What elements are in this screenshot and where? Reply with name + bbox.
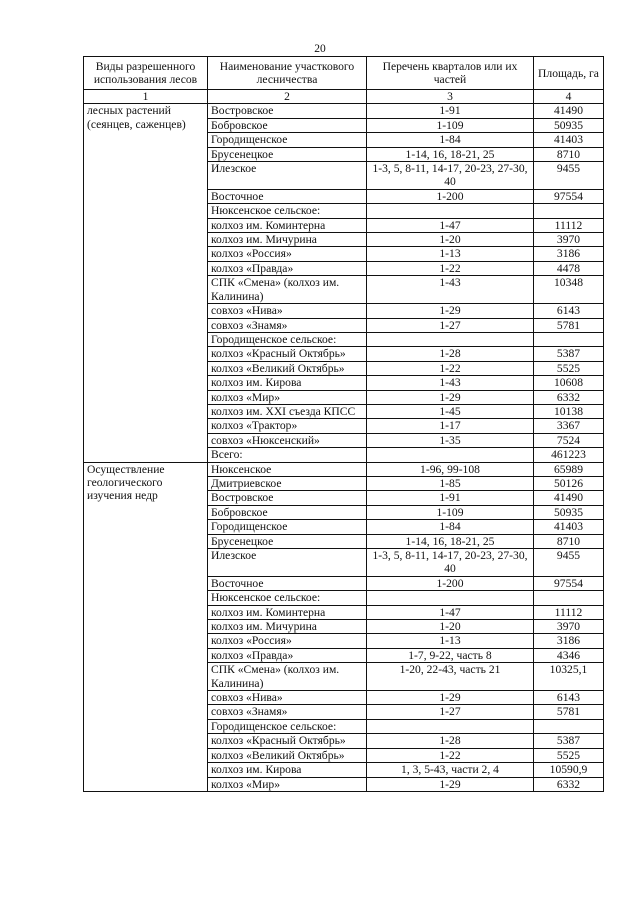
quarters-cell: 1-27 [367,318,534,332]
column-number: 2 [208,90,367,104]
column-number: 1 [84,90,208,104]
forestry-name-cell: колхоз «Правда» [208,648,367,662]
quarters-cell: 1-200 [367,576,534,590]
quarters-cell: 1-29 [367,304,534,318]
area-cell: 8710 [534,534,604,548]
quarters-cell [367,591,534,605]
quarters-cell: 1-84 [367,133,534,147]
column-number: 4 [534,90,604,104]
forestry-name-cell: колхоз «Красный Октябрь» [208,347,367,361]
quarters-cell: 1-43 [367,376,534,390]
area-cell: 4478 [534,261,604,275]
forestry-name-cell: Илезское [208,549,367,577]
area-cell: 10348 [534,276,604,304]
area-cell: 4346 [534,648,604,662]
area-cell: 41403 [534,133,604,147]
quarters-cell: 1-29 [367,390,534,404]
forestry-name-cell: колхоз им. Мичурина [208,233,367,247]
area-cell: 41403 [534,520,604,534]
quarters-cell: 1-20 [367,620,534,634]
area-cell: 50935 [534,118,604,132]
quarters-cell: 1-3, 5, 8-11, 14-17, 20-23, 27-30, 40 [367,162,534,190]
table-body [84,104,604,792]
forestry-name-cell: совхоз «Нюксенский» [208,433,367,447]
forestry-name-cell: Восточное [208,576,367,590]
area-cell: 50935 [534,505,604,519]
forest-use-table [83,56,604,792]
forestry-name-cell: Дмитриевское [208,476,367,490]
quarters-cell: 1, 3, 5-43, части 2, 4 [367,763,534,777]
forestry-name-cell: Брусенецкое [208,534,367,548]
quarters-cell: 1-47 [367,605,534,619]
area-cell: 6332 [534,390,604,404]
use-type-cell: Осуществление геологического изучения недр [84,462,208,791]
forestry-name-cell: колхоз «Россия» [208,634,367,648]
area-cell [534,591,604,605]
header-area: Площадь, га [534,57,604,90]
forestry-name-cell: Брусенецкое [208,147,367,161]
forestry-name-cell: колхоз им. Кирова [208,376,367,390]
use-type-cell: лесных растений (сеянцев, саженцев) [84,104,208,462]
forestry-name-cell: колхоз им. Коминтерна [208,605,367,619]
forestry-name-cell: колхоз «Мир» [208,777,367,791]
forestry-name-cell: колхоз им. Коминтерна [208,218,367,232]
forestry-name-cell: Восточное [208,189,367,203]
area-cell: 65989 [534,462,604,476]
area-cell: 5525 [534,361,604,375]
forestry-name-cell: Городищенское [208,520,367,534]
area-cell: 10138 [534,404,604,418]
quarters-cell: 1-14, 16, 18-21, 25 [367,534,534,548]
area-cell: 3186 [534,247,604,261]
quarters-cell: 1-91 [367,491,534,505]
forestry-name-cell: колхоз «Великий Октябрь» [208,748,367,762]
area-cell: 11112 [534,218,604,232]
quarters-cell: 1-3, 5, 8-11, 14-17, 20-23, 27-30, 40 [367,549,534,577]
area-cell: 10590,9 [534,763,604,777]
forestry-name-cell: Нюксенское [208,462,367,476]
forestry-name-cell: Городищенское сельское: [208,332,367,346]
area-cell: 3186 [534,634,604,648]
forestry-name-cell: СПК «Смена» (колхоз им. Калинина) [208,663,367,691]
area-cell: 6143 [534,304,604,318]
area-cell: 97554 [534,189,604,203]
quarters-cell: 1-17 [367,419,534,433]
area-cell: 5387 [534,734,604,748]
forestry-name-cell: колхоз «Мир» [208,390,367,404]
area-cell: 10608 [534,376,604,390]
forestry-name-cell: совхоз «Нива» [208,304,367,318]
column-number-row [84,90,604,104]
forestry-name-cell: колхоз «Великий Октябрь» [208,361,367,375]
forestry-name-cell: Илезское [208,162,367,190]
forestry-name-cell: совхоз «Нива» [208,691,367,705]
quarters-cell: 1-84 [367,520,534,534]
area-cell [534,204,604,218]
quarters-cell: 1-27 [367,705,534,719]
forestry-name-cell: колхоз «Красный Октябрь» [208,734,367,748]
forestry-name-cell: Нюксенское сельское: [208,204,367,218]
area-cell [534,719,604,733]
header-use-type: Виды разрешенного использования лесов [84,57,208,90]
quarters-cell: 1-200 [367,189,534,203]
area-cell: 5781 [534,318,604,332]
forestry-name-cell: совхоз «Знамя» [208,705,367,719]
header-row [84,57,604,90]
area-cell: 6143 [534,691,604,705]
area-cell: 7524 [534,433,604,447]
quarters-cell [367,204,534,218]
quarters-cell: 1-47 [367,218,534,232]
forestry-name-cell: Городищенское [208,133,367,147]
forestry-name-cell: колхоз им. Кирова [208,763,367,777]
forestry-name-cell: колхоз им. Мичурина [208,620,367,634]
forestry-name-cell: колхоз «Правда» [208,261,367,275]
area-cell [534,332,604,346]
quarters-cell [367,719,534,733]
quarters-cell: 1-22 [367,361,534,375]
area-cell: 41490 [534,491,604,505]
area-cell: 11112 [534,605,604,619]
quarters-cell: 1-91 [367,104,534,118]
quarters-cell: 1-29 [367,777,534,791]
quarters-cell: 1-28 [367,734,534,748]
area-cell: 6332 [534,777,604,791]
area-cell: 3367 [534,419,604,433]
forestry-name-cell: Востровское [208,104,367,118]
quarters-cell: 1-35 [367,433,534,447]
forestry-name-cell: колхоз им. XXI съезда КПСС [208,404,367,418]
header-quarters: Перечень кварталов или их частей [367,57,534,90]
column-number: 3 [367,90,534,104]
quarters-cell: 1-109 [367,505,534,519]
area-cell: 5387 [534,347,604,361]
quarters-cell: 1-109 [367,118,534,132]
quarters-cell [367,448,534,462]
quarters-cell: 1-96, 99-108 [367,462,534,476]
area-cell: 461223 [534,448,604,462]
header-forestry-name: Наименование участкового лесничества [208,57,367,90]
quarters-cell [367,332,534,346]
forestry-name-cell: Всего: [208,448,367,462]
quarters-cell: 1-45 [367,404,534,418]
table-row [84,104,604,118]
quarters-cell: 1-85 [367,476,534,490]
area-cell: 97554 [534,576,604,590]
forestry-name-cell: колхоз «Трактор» [208,419,367,433]
page-number: 20 [314,43,326,55]
area-cell: 3970 [534,233,604,247]
forestry-name-cell: СПК «Смена» (колхоз им. Калинина) [208,276,367,304]
area-cell: 5525 [534,748,604,762]
quarters-cell: 1-43 [367,276,534,304]
area-cell: 3970 [534,620,604,634]
quarters-cell: 1-22 [367,261,534,275]
forestry-name-cell: Бобровское [208,118,367,132]
table-row [84,462,604,476]
area-cell: 9455 [534,549,604,577]
forestry-name-cell: колхоз «Россия» [208,247,367,261]
area-cell: 9455 [534,162,604,190]
forestry-name-cell: совхоз «Знамя» [208,318,367,332]
quarters-cell: 1-14, 16, 18-21, 25 [367,147,534,161]
quarters-cell: 1-13 [367,634,534,648]
quarters-cell: 1-22 [367,748,534,762]
quarters-cell: 1-7, 9-22, часть 8 [367,648,534,662]
area-cell: 50126 [534,476,604,490]
forestry-name-cell: Городищенское сельское: [208,719,367,733]
quarters-cell: 1-28 [367,347,534,361]
quarters-cell: 1-29 [367,691,534,705]
forestry-name-cell: Нюксенское сельское: [208,591,367,605]
area-cell: 10325,1 [534,663,604,691]
quarters-cell: 1-20, 22-43, часть 21 [367,663,534,691]
area-cell: 8710 [534,147,604,161]
quarters-cell: 1-20 [367,233,534,247]
area-cell: 5781 [534,705,604,719]
area-cell: 41490 [534,104,604,118]
forestry-name-cell: Востровское [208,491,367,505]
forestry-name-cell: Бобровское [208,505,367,519]
quarters-cell: 1-13 [367,247,534,261]
